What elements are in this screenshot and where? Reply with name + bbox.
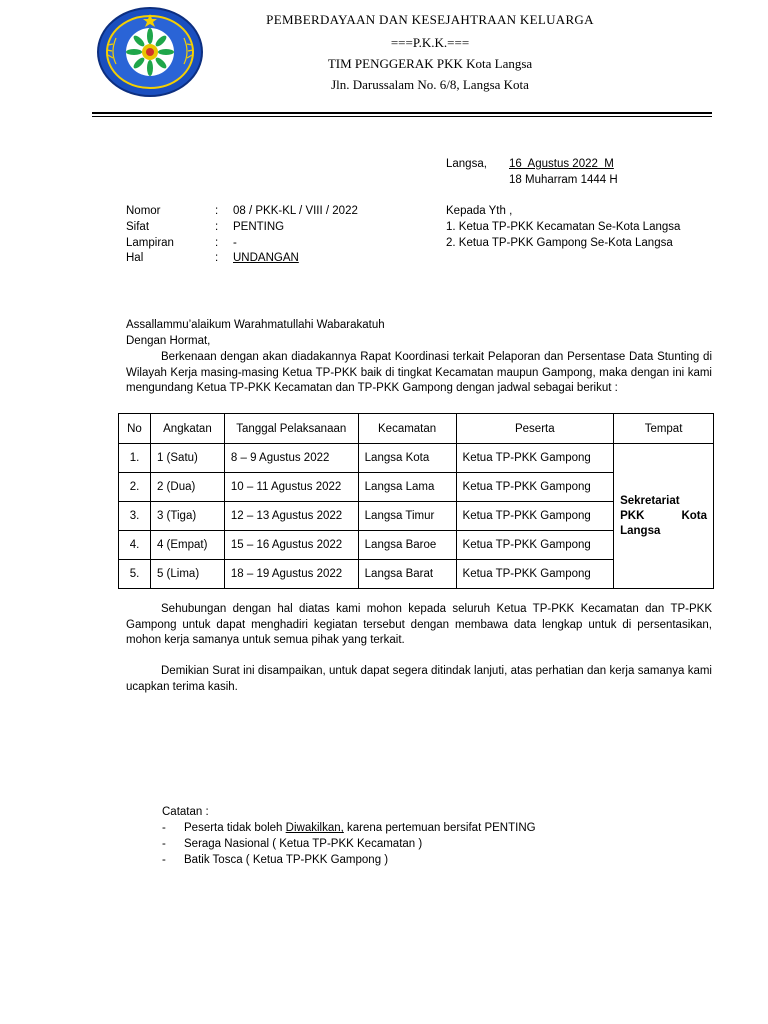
letterhead-rule-thick — [92, 112, 712, 114]
date-hijri: 18 Muharram 1444 H — [509, 174, 618, 186]
cell-no: 1. — [119, 444, 151, 473]
note-item-3: Batik Tosca ( Ketua TP-PKK Gampong ) — [184, 854, 389, 866]
note-bullet: - — [162, 838, 166, 850]
hal-colon: : — [215, 252, 219, 264]
notes-heading: Catatan : — [162, 806, 209, 818]
note-bullet: - — [162, 854, 166, 866]
cell-kecamatan: Langsa Lama — [358, 473, 456, 502]
cell-tanggal: 10 – 11 Agustus 2022 — [224, 473, 358, 502]
sifat-colon: : — [215, 221, 219, 233]
salutation: Dengan Hormat, — [126, 335, 211, 347]
header-peserta: Peserta — [456, 414, 614, 444]
lampiran-value: - — [233, 237, 237, 249]
greeting: Assallammu’alaikum Warahmatullahi Wabarakatuh — [126, 319, 385, 331]
cell-peserta: Ketua TP-PKK Gampong — [456, 531, 614, 560]
recipient-1: 1. Ketua TP-PKK Kecamatan Se-Kota Langsa — [446, 221, 681, 233]
schedule-table — [118, 413, 714, 589]
venue-line-2 — [620, 509, 707, 524]
note-1-emphasis: Diwakilkan, — [285, 822, 344, 834]
cell-tanggal: 18 – 19 Agustus 2022 — [224, 560, 358, 589]
letterhead-rule-thin — [92, 116, 712, 117]
closing-paragraph: Demikian Surat ini disampaikan, untuk dapat segera ditindak lanjuti, atas perhatian dan kerja samanya kami ucapkan terima kasih. — [126, 665, 712, 693]
cell-angkatan: 4 (Empat) — [150, 531, 224, 560]
letterhead-pkk: ===P.K.K.=== — [390, 35, 470, 50]
cell-peserta: Ketua TP-PKK Gampong — [456, 444, 614, 473]
header-tempat: Tempat — [614, 414, 714, 444]
cell-kecamatan: Langsa Barat — [358, 560, 456, 589]
cell-kecamatan: Langsa Timur — [358, 502, 456, 531]
cell-angkatan: 5 (Lima) — [150, 560, 224, 589]
cell-tanggal: 12 – 13 Agustus 2022 — [224, 502, 358, 531]
cell-no: 4. — [119, 531, 151, 560]
venue-word-kota: Kota — [681, 509, 707, 522]
cell-kecamatan: Langsa Kota — [358, 444, 456, 473]
note-item-1 — [184, 822, 536, 834]
cell-no: 5. — [119, 560, 151, 589]
cell-peserta: Ketua TP-PKK Gampong — [456, 560, 614, 589]
note-1-post: karena pertemuan bersifat PENTING — [343, 822, 536, 834]
note-bullet: - — [162, 822, 166, 834]
cell-tanggal: 15 – 16 Agustus 2022 — [224, 531, 358, 560]
note-item-2: Seraga Nasional ( Ketua TP-PKK Kecamatan ) — [184, 838, 423, 850]
venue-word-pkk: PKK — [620, 509, 645, 522]
header-tanggal: Tanggal Pelaksanaan — [224, 414, 358, 444]
lampiran-colon: : — [215, 237, 219, 249]
venue-line-3: Langsa — [620, 524, 661, 537]
nomor-colon: : — [215, 205, 219, 217]
lampiran-label: Lampiran — [126, 237, 174, 249]
cell-kecamatan: Langsa Baroe — [358, 531, 456, 560]
nomor-value: 08 / PKK-KL / VIII / 2022 — [233, 205, 358, 217]
header-angkatan: Angkatan — [150, 414, 224, 444]
recipients-heading: Kepada Yth , — [446, 205, 513, 217]
recipient-2: 2. Ketua TP-PKK Gampong Se-Kota Langsa — [446, 237, 673, 249]
intro-paragraph: Berkenaan dengan akan diadakannya Rapat Koordinasi terkait Pelaporan dan Persentase Data Stunting di Wilayah Kerja masing-masing Ketua TP-PKK baik di tingkat Kecamatan maupun Gampong, maka dengan ini kami mengundang Ketua TP-PKK Kecamatan dan TP-PKK Gampong dengan jadwal sebagai berikut : — [126, 351, 712, 394]
cell-angkatan: 2 (Dua) — [150, 473, 224, 502]
cell-no: 2. — [119, 473, 151, 502]
header-kecamatan: Kecamatan — [358, 414, 456, 444]
nomor-label: Nomor — [126, 205, 161, 217]
cell-tempat — [614, 444, 714, 589]
sifat-label: Sifat — [126, 221, 150, 233]
letterhead-team: TIM PENGGERAK PKK Kota Langsa — [327, 56, 533, 71]
cell-no: 3. — [119, 502, 151, 531]
venue-line-1: Sekretariat — [620, 494, 680, 507]
header-no: No — [119, 414, 151, 444]
cell-angkatan: 1 (Satu) — [150, 444, 224, 473]
cell-angkatan: 3 (Tiga) — [150, 502, 224, 531]
date-gregorian: 16 Agustus 2022 M — [509, 158, 614, 170]
request-paragraph: Sehubungan dengan hal diatas kami mohon kepada seluruh Ketua TP-PKK Kecamatan dan TP-PKK Gampong untuk dapat menghadiri kegiatan tersebut dengan membawa data lengkap untuk di persentasikan, mohon kerja samanya untuk semua pihak yang terkait. — [126, 603, 712, 646]
note-1-pre: Peserta tidak boleh — [184, 822, 286, 834]
hal-label: Hal — [126, 252, 144, 264]
cell-tanggal: 8 – 9 Agustus 2022 — [224, 444, 358, 473]
table-row — [119, 444, 714, 473]
sifat-value: PENTING — [233, 221, 285, 233]
cell-peserta: Ketua TP-PKK Gampong — [456, 502, 614, 531]
table-header-row — [119, 414, 714, 444]
cell-peserta: Ketua TP-PKK Gampong — [456, 473, 614, 502]
letterhead-org-name: PEMBERDAYAAN DAN KESEJAHTRAAN KELUARGA — [266, 12, 594, 27]
date-place: Langsa, — [446, 158, 487, 170]
hal-value: UNDANGAN — [233, 252, 299, 264]
letterhead-address: Jln. Darussalam No. 6/8, Langsa Kota — [331, 77, 529, 92]
